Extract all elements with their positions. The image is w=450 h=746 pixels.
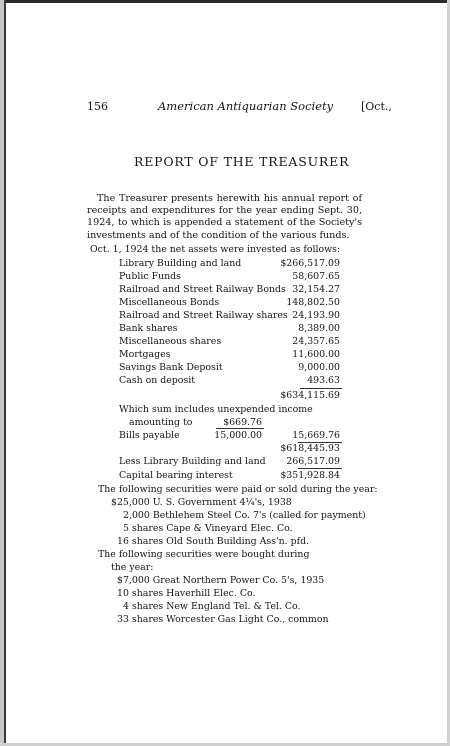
bought-item: 10 shares Haverhill Elec. Co.: [117, 588, 256, 599]
running-date: [Oct.,: [361, 100, 392, 113]
asset-amount: 9,000.00: [298, 362, 340, 373]
scan-border-left-inner: [4, 0, 6, 746]
bought-item: $7,000 Great Northern Power Co. 5's, 1935: [117, 575, 325, 586]
asset-amount: $266,517.09: [280, 258, 340, 269]
asset-label: Library Building and land: [119, 258, 242, 269]
less-amount: 266,517.09: [286, 456, 340, 467]
subtotal-amount: $618,445.93: [280, 443, 340, 454]
bills-payable-label: Bills payable: [119, 430, 180, 441]
sold-item: 16 shares Old South Building Ass'n. pfd.: [117, 536, 310, 547]
sold-item: $25,000 U. S. Government 4¼'s, 1938: [111, 497, 292, 508]
bought-intro: The following securities were bought during: [98, 549, 310, 560]
deductions-sum: 15,669.76: [292, 430, 340, 441]
running-title: American Antiquarian Society: [158, 99, 334, 113]
asset-amount: 11,600.00: [292, 349, 340, 360]
page-title: REPORT OF THE TREASURER: [134, 154, 350, 169]
asset-amount: 24,357.65: [292, 336, 340, 347]
asset-label: Miscellaneous shares: [119, 336, 222, 347]
page-number: 156: [87, 100, 108, 113]
unexpended-label: amounting to: [129, 417, 193, 428]
unexpended-amount: $669.76: [223, 417, 262, 428]
asset-label: Cash on deposit: [119, 375, 196, 386]
less-label: Less Library Building and land: [119, 456, 266, 467]
bought-item: 4 shares New England Tel. & Tel. Co.: [123, 601, 301, 612]
asset-label: Railroad and Street Railway shares: [119, 310, 288, 321]
unexpended-line: Which sum includes unexpended income: [119, 404, 313, 415]
asset-amount: 493.63: [307, 375, 340, 386]
asset-label: Savings Bank Deposit: [119, 362, 223, 373]
bought-intro-cont: the year:: [111, 562, 154, 573]
capital-rule: [298, 468, 342, 469]
asset-amount: 24,193.90: [292, 310, 340, 321]
asset-label: Bank shares: [119, 323, 178, 334]
intro-paragraph: The Treasurer presents herewith his annual report of receipts and expenditures for the year ending Sept. 30, 1924, to which is appended a statement of the Society's investments and of the condition of the various funds.: [87, 193, 362, 241]
assets-intro: Oct. 1, 1924 the net assets were invested as follows:: [90, 244, 341, 255]
asset-label: Miscellaneous Bonds: [119, 297, 220, 308]
bills-payable-amount: 15,000.00: [214, 430, 262, 441]
asset-amount: 32,154.27: [292, 284, 340, 295]
capital-amount: $351,928.84: [280, 470, 340, 481]
asset-amount: 8,389.00: [298, 323, 340, 334]
sold-item: 5 shares Cape & Vineyard Elec. Co.: [123, 523, 293, 534]
sold-item: 2,000 Bethlehem Steel Co. 7's (called for payment): [123, 510, 366, 521]
sold-intro: The following securities were paid or sold during the year:: [98, 484, 378, 495]
asset-label: Public Funds: [119, 271, 181, 282]
scan-border-top: [0, 0, 450, 3]
assets-total: $634,115.69: [280, 390, 340, 401]
capital-label: Capital bearing interest: [119, 470, 233, 481]
total-rule: [300, 388, 342, 389]
asset-amount: 58,607.65: [292, 271, 340, 282]
asset-label: Mortgages: [119, 349, 171, 360]
bills-rule: [216, 428, 264, 429]
asset-label: Railroad and Street Railway Bonds: [119, 284, 286, 295]
asset-amount: 148,802.50: [286, 297, 340, 308]
bought-item: 33 shares Worcester Gas Light Co., common: [117, 614, 329, 625]
